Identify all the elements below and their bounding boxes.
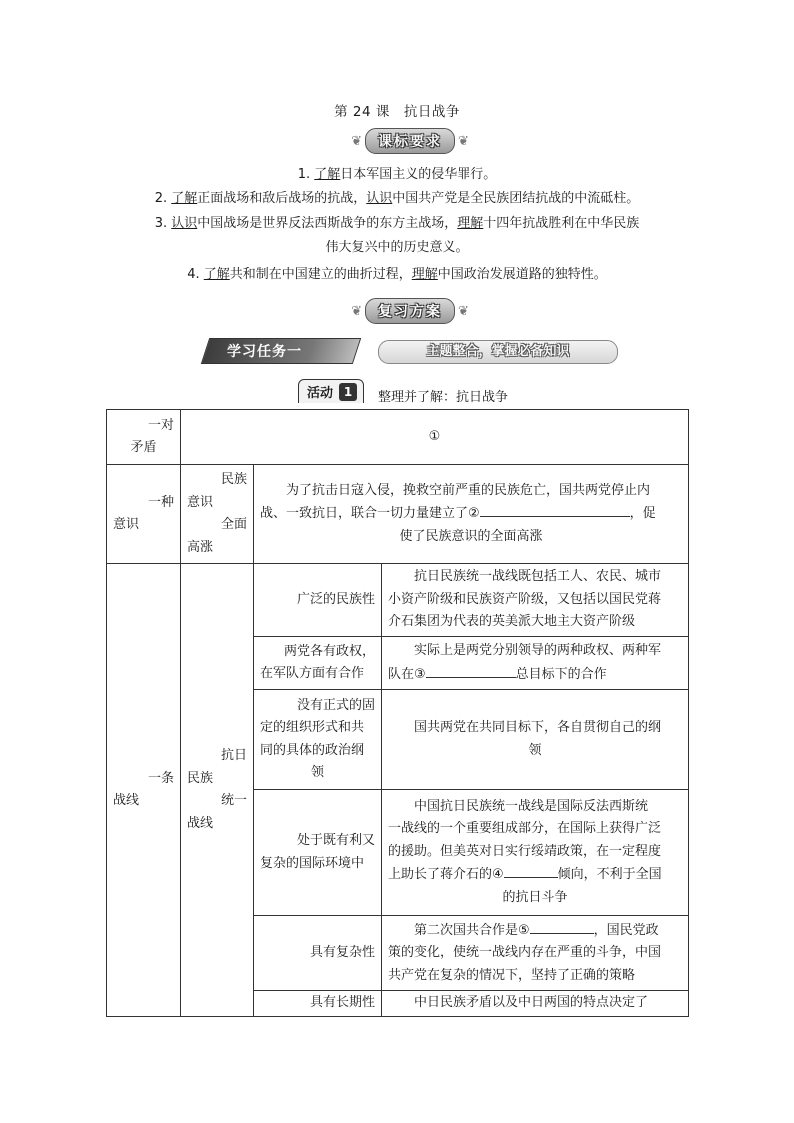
banner-requirements [330,128,490,154]
requirement-1: 1. 了解日本军国主义的侵华罪行。 [297,167,497,182]
requirement-3: 3. 认识中国战场是世界反法西斯战争的东方主战场，理解十四年抗战胜利在中华民族 [154,216,640,231]
row-content: 为了抗击日寇入侵，挽救空前严重的民族危亡，国共两党停止内 战、一致抗日，联合一切力量建立了② ，促 使了民族意识的全面高涨 [254,465,689,564]
feature-cell: 处于既有利又 复杂的国际环境中 [254,790,382,916]
ornament-right-icon: ❦ [458,303,469,319]
row-subhead: 民族 意识 全面 高涨 [181,465,254,564]
row-head: 一对 矛盾 [107,410,181,465]
task-subtitle: 主题整合，掌握必备知识 [378,340,618,364]
ornament-left-icon: ❦ [351,133,362,149]
ornament-left-icon: ❦ [351,303,362,319]
requirement-4: 4. 了解共和制在中国建立的曲折过程，理解中国政治发展道路的独特性。 [187,267,607,282]
activity-number: 1 [339,383,357,401]
row-head: 一条 战线 [107,564,181,1017]
desc-cell: 实际上是两党分别领导的两种政权、两种军 队在③ 总目标下的合作 [382,637,689,690]
summary-table [106,409,689,1017]
row-content: ① [181,410,689,465]
feature-cell: 两党各有政权， 在军队方面有合作 [254,637,382,690]
row-subhead: 抗日 民族 统一 战线 [181,564,254,1017]
table-row [107,465,689,564]
activity-tab: 活动 1 [298,379,364,403]
row-head: 一种 意识 [107,465,181,564]
desc-cell: 国共两党在共同目标下，各自贯彻自己的纲 领 [382,690,689,790]
blank-2 [480,502,630,517]
desc-cell: 中日民族矛盾以及中日两国的特点决定了 [382,991,689,1017]
blank-3 [426,663,516,678]
blank-5 [530,919,594,934]
task-label: 学习任务一 [205,338,365,364]
table-row [107,410,689,465]
feature-cell: 没有正式的固 定的组织形式和共 同的具体的政治纲 领 [254,690,382,790]
banner-requirements-label: 课标要求 [365,128,455,154]
feature-cell: 具有复杂性 [254,916,382,991]
banner-plan-label: 复习方案 [365,298,455,324]
lesson-title: 第 24 课 抗日战争 [334,104,460,120]
desc-cell: 抗日民族统一战线既包括工人、农民、城市 小资产阶级和民族资产阶级，又包括以国民党蒋 介石集团为代表的英美派大地主大资产阶级 [382,564,689,637]
activity-subtitle: 整理并了解：抗日战争 [378,389,509,405]
feature-cell: 具有长期性 [254,991,382,1017]
requirement-3-cont: 伟大复兴中的历史意义。 [325,240,469,255]
table-row [107,564,689,637]
feature-cell: 广泛的民族性 [254,564,382,637]
ornament-right-icon: ❦ [458,133,469,149]
blank-4 [504,863,558,878]
desc-cell: 第二次国共合作是⑤ ，国民党政 策的变化，使统一战线内存在严重的斗争，中国 共产党在复杂的情况下，坚持了正确的策略 [382,916,689,991]
requirement-2: 2. 了解正面战场和敌后战场的抗战，认识中国共产党是全民族团结抗战的中流砥柱。 [154,191,640,206]
desc-cell: 中国抗日民族统一战线是国际反法西斯统 一战线的一个重要组成部分，在国际上获得广泛 的援助。但美英对日实行绥靖政策，在一定程度 上助长了蒋介石的④ 倾向，不利于全国 的抗日斗争 [382,790,689,916]
banner-plan [330,298,490,324]
activity-header [298,379,508,403]
